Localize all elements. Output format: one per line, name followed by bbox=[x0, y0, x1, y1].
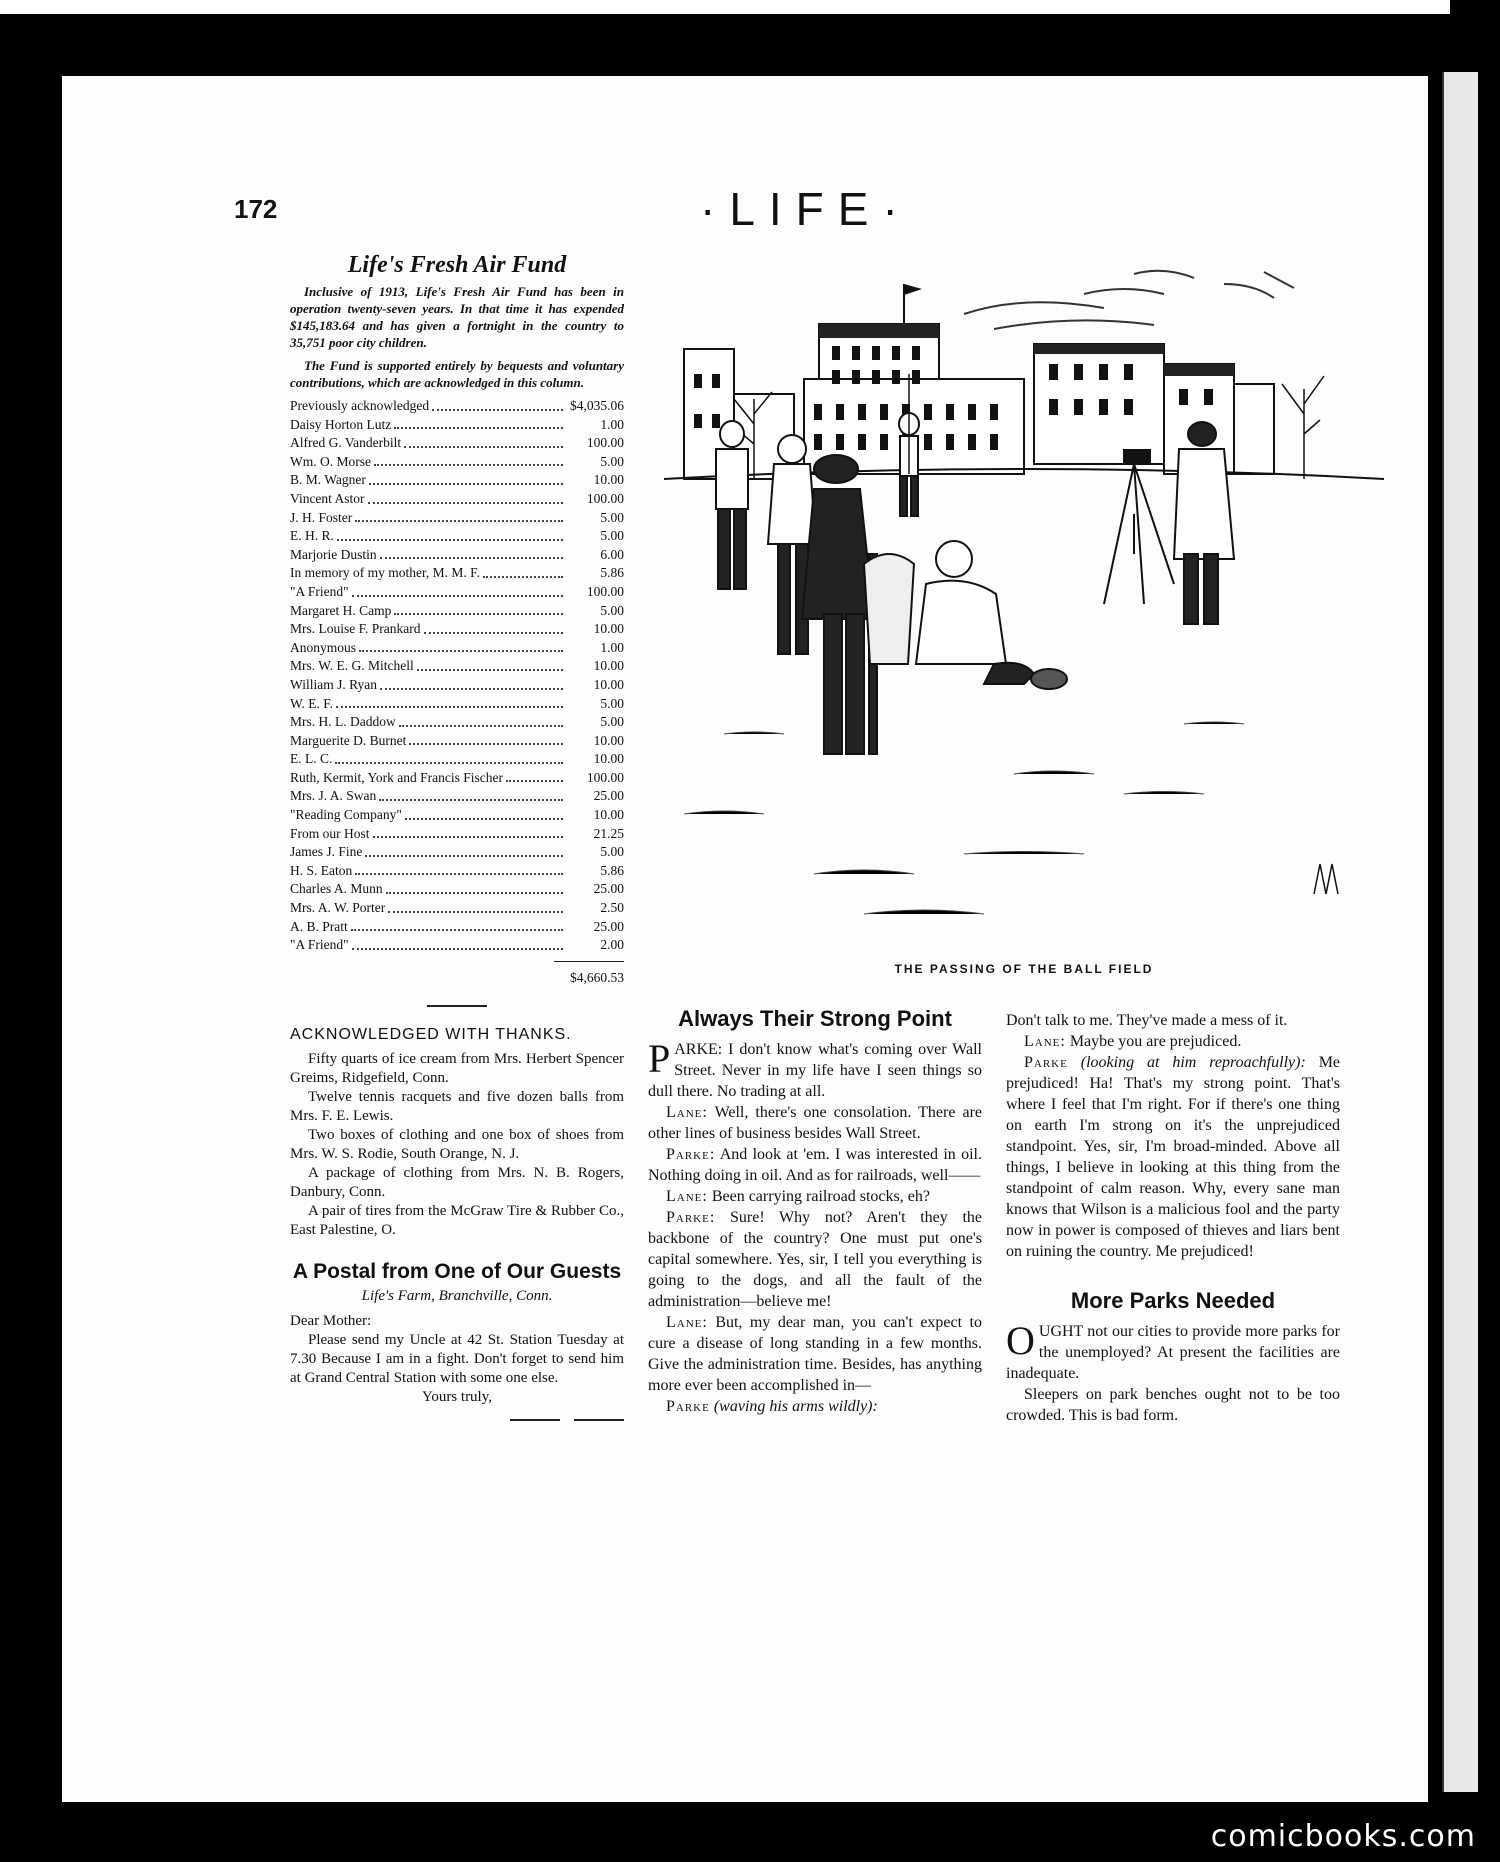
contributor-name: Marjorie Dustin bbox=[290, 546, 377, 562]
contribution-row bbox=[290, 397, 624, 416]
leader-dots bbox=[394, 613, 563, 615]
ack-heading: ACKNOWLEDGED WITH THANKS. bbox=[290, 1025, 572, 1043]
contribution-row bbox=[290, 676, 624, 695]
leader-dots bbox=[365, 855, 563, 857]
ack-item: A package of clothing from Mrs. N. B. Rogers, Danbury, Conn. bbox=[290, 1164, 624, 1200]
contribution-amount: 100.00 bbox=[586, 435, 624, 451]
contribution-amount: 5.00 bbox=[600, 714, 624, 730]
leader-dots bbox=[352, 948, 563, 950]
contributor-name: Mrs. J. A. Swan bbox=[290, 788, 377, 804]
leader-dots bbox=[369, 483, 563, 485]
leader-dots bbox=[373, 836, 563, 838]
contribution-row bbox=[290, 564, 624, 583]
contribution-amount: 10.00 bbox=[593, 751, 624, 767]
story-paragraph: Parke (waving his arms wildly): bbox=[666, 1398, 878, 1415]
contribution-amount: 5.00 bbox=[600, 602, 624, 618]
leader-dots bbox=[417, 669, 563, 671]
contributor-name: Mrs. H. L. Daddow bbox=[290, 714, 396, 730]
postal-title: A Postal from One of Our Guests bbox=[292, 1259, 622, 1283]
parks-title: More Parks Needed bbox=[1070, 1288, 1276, 1313]
contributor-name: "A Friend" bbox=[290, 937, 349, 953]
parks-paragraph: Sleepers on park benches ought not to be too crowded. This is bad form. bbox=[1006, 1386, 1340, 1424]
contribution-row bbox=[290, 899, 624, 918]
story-paragraph: Lane: Been carrying railroad stocks, eh? bbox=[666, 1188, 930, 1205]
contribution-row bbox=[290, 880, 624, 899]
contribution-amount: 6.00 bbox=[600, 546, 624, 562]
contribution-row bbox=[290, 750, 624, 769]
contributor-name: Vincent Astor bbox=[290, 490, 365, 506]
contributor-name: Margaret H. Camp bbox=[290, 602, 392, 618]
contributor-name: E. L. C. bbox=[290, 751, 333, 767]
fund-intro: Inclusive of 1913, Life's Fresh Air Fund has been in operation twenty-seven years. In that time it has expended $145,183.64 and has given a fortnight in the country to 35,751 poor city children. bbox=[290, 284, 624, 350]
drop-cap: O bbox=[1006, 1318, 1035, 1363]
contribution-amount: 2.50 bbox=[600, 900, 624, 916]
contribution-row bbox=[290, 471, 624, 490]
contribution-amount: 100.00 bbox=[586, 583, 624, 599]
left-column bbox=[290, 252, 624, 1421]
contribution-row bbox=[290, 787, 624, 806]
contribution-amount: 10.00 bbox=[593, 472, 624, 488]
contribution-row bbox=[290, 918, 624, 937]
contribution-row bbox=[290, 862, 624, 881]
ack-item: A pair of tires from the McGraw Tire & Rubber Co., East Palestine, O. bbox=[290, 1202, 624, 1238]
contribution-amount: 5.86 bbox=[600, 862, 624, 878]
contribution-row bbox=[290, 453, 624, 472]
postal-signoff: Yours truly, bbox=[421, 1388, 493, 1405]
story-title: Always Their Strong Point bbox=[678, 1006, 952, 1031]
contribution-amount: 25.00 bbox=[593, 788, 624, 804]
contributor-name: Wm. O. Morse bbox=[290, 453, 371, 469]
page-number: 172 bbox=[234, 194, 278, 224]
contributor-name: James J. Fine bbox=[290, 844, 363, 860]
section-divider bbox=[427, 1005, 487, 1007]
contributor-name: Mrs. W. E. G. Mitchell bbox=[290, 658, 414, 674]
ball-field-illustration bbox=[664, 254, 1384, 954]
contributor-name: Charles A. Munn bbox=[290, 881, 383, 897]
leader-dots bbox=[335, 762, 563, 764]
contributor-name: Anonymous bbox=[290, 639, 357, 655]
contribution-amount: 5.00 bbox=[600, 844, 624, 860]
contribution-amount: 10.00 bbox=[593, 676, 624, 692]
right-column bbox=[1006, 1010, 1340, 1426]
leader-dots bbox=[409, 743, 563, 745]
story-paragraph: Parke: And look at 'em. I was interested in oil. Nothing doing in oil. And as for railroads, well—— bbox=[648, 1146, 982, 1184]
contribution-amount: 5.86 bbox=[600, 565, 624, 581]
story-continuation: Don't talk to me. They've made a mess of it. bbox=[1006, 1012, 1288, 1029]
leader-dots bbox=[399, 725, 563, 727]
contributions-list bbox=[290, 397, 624, 955]
story-column bbox=[648, 1008, 982, 1417]
contributor-name: "A Friend" bbox=[290, 583, 349, 599]
story-paragraph: Lane: Maybe you are prejudiced. bbox=[1024, 1033, 1242, 1050]
leader-dots bbox=[355, 520, 563, 522]
contribution-amount: $4,035.06 bbox=[570, 398, 624, 413]
contribution-amount: 100.00 bbox=[586, 490, 624, 506]
watermark: comicbooks.com bbox=[1210, 1819, 1476, 1854]
scan-top-border bbox=[0, 0, 1500, 62]
postal-body: Please send my Uncle at 42 St. Station Tuesday at 7.30 Because I am in a fight. Don't forget to send him at Grand Central Station with some one else. bbox=[290, 1331, 624, 1386]
contribution-row bbox=[290, 620, 624, 639]
contribution-row bbox=[290, 936, 624, 955]
next-page-edge bbox=[1442, 72, 1478, 1792]
contribution-amount: 5.00 bbox=[600, 509, 624, 525]
contributor-name: J. H. Foster bbox=[290, 509, 353, 525]
previous-page-edge bbox=[0, 0, 1450, 14]
contribution-amount: 2.00 bbox=[600, 937, 624, 953]
postal-salutation: Dear Mother: bbox=[290, 1312, 372, 1329]
contributor-name: Marguerite D. Burnet bbox=[290, 732, 407, 748]
leader-dots bbox=[380, 688, 563, 690]
contributor-name: Ruth, Kermit, York and Francis Fischer bbox=[290, 769, 503, 785]
leader-dots bbox=[359, 650, 563, 652]
contribution-row bbox=[290, 490, 624, 509]
masthead: ·LIFE· bbox=[700, 183, 912, 235]
contribution-amount: 1.00 bbox=[600, 639, 624, 655]
leader-dots bbox=[337, 539, 563, 541]
contribution-amount: 10.00 bbox=[593, 807, 624, 823]
scan-right-border bbox=[1428, 62, 1500, 1802]
contributor-name: A. B. Pratt bbox=[290, 918, 348, 934]
contribution-row bbox=[290, 509, 624, 528]
ack-item: Twelve tennis racquets and five dozen balls from Mrs. F. E. Lewis. bbox=[290, 1088, 624, 1124]
contribution-row bbox=[290, 434, 624, 453]
leader-dots bbox=[351, 929, 563, 931]
postal-place: Life's Farm, Branchville, Conn. bbox=[361, 1287, 553, 1304]
contribution-row bbox=[290, 843, 624, 862]
contributor-name: From our Host bbox=[290, 825, 370, 841]
story-paragraph: Parke: Sure! Why not? Aren't they the backbone of the country? One must put one's capital somewhere. Yes, sir, I tell you everything is going to the dogs, and all the fault of the administration—believe me! bbox=[648, 1209, 983, 1310]
leader-dots bbox=[355, 873, 563, 875]
contribution-amount: 10.00 bbox=[593, 621, 624, 637]
leader-dots bbox=[379, 799, 563, 801]
drop-cap: P bbox=[648, 1036, 671, 1081]
contribution-row bbox=[290, 583, 624, 602]
contributor-name: Daisy Horton Lutz bbox=[290, 416, 392, 432]
contribution-amount: 100.00 bbox=[586, 769, 624, 785]
leader-dots bbox=[388, 911, 563, 913]
leader-dots bbox=[424, 632, 563, 634]
contributor-name: H. S. Eaton bbox=[290, 862, 353, 878]
contribution-amount: 5.00 bbox=[600, 695, 624, 711]
scan-bottom-border bbox=[0, 1802, 1500, 1862]
contribution-row bbox=[290, 695, 624, 714]
illustration-caption: THE PASSING OF THE BALL FIELD bbox=[894, 962, 1154, 976]
leader-dots bbox=[374, 464, 563, 466]
leader-dots bbox=[483, 576, 563, 578]
end-rule bbox=[290, 1419, 624, 1421]
contribution-row bbox=[290, 769, 624, 788]
contribution-amount: 10.00 bbox=[593, 658, 624, 674]
contribution-amount: 25.00 bbox=[593, 918, 624, 934]
contribution-row bbox=[290, 825, 624, 844]
story-paragraph: Lane: But, my dear man, you can't expect to cure a disease of long standing in a few months. Give the administration time. Besides, has anything more ever been accomplished in— bbox=[648, 1314, 983, 1394]
contribution-row bbox=[290, 639, 624, 658]
leader-dots bbox=[368, 502, 563, 504]
contribution-row bbox=[290, 602, 624, 621]
contribution-amount: 21.25 bbox=[593, 825, 624, 841]
contribution-amount: 25.00 bbox=[593, 881, 624, 897]
contributor-name: Mrs. A. W. Porter bbox=[290, 900, 386, 916]
contributor-name: B. M. Wagner bbox=[290, 472, 366, 488]
contributor-name: Previously acknowledged bbox=[290, 398, 430, 413]
contribution-row bbox=[290, 732, 624, 751]
contributor-name: "Reading Company" bbox=[290, 807, 402, 823]
fund-title: Life's Fresh Air Fund bbox=[347, 252, 567, 278]
contribution-row bbox=[290, 713, 624, 732]
fund-total: $4,660.53 bbox=[554, 961, 624, 987]
parks-paragraph: OUGHT not our cities to provide more parks for the unemployed? At present the facilities are inadequate. bbox=[1006, 1318, 1340, 1382]
contributor-name: Alfred G. Vanderbilt bbox=[290, 435, 402, 451]
contributor-name: William J. Ryan bbox=[290, 676, 378, 692]
contribution-row bbox=[290, 527, 624, 546]
contributor-name: E. H. R. bbox=[290, 528, 334, 544]
story-paragraph: PARKE: I don't know what's coming over Wall Street. Never in my life have I seen things so dull there. No trading at all. bbox=[648, 1036, 982, 1100]
leader-dots bbox=[380, 557, 563, 559]
contribution-amount: 10.00 bbox=[593, 732, 624, 748]
contributor-name: In memory of my mother, M. M. F. bbox=[290, 565, 480, 581]
ack-item: Two boxes of clothing and one box of shoes from Mrs. W. S. Rodie, South Orange, N. J. bbox=[290, 1126, 624, 1162]
fund-intro-2: The Fund is supported entirely by bequests and voluntary contributions, which are acknowledged in this column. bbox=[290, 358, 624, 390]
ack-item: Fifty quarts of ice cream from Mrs. Herbert Spencer Greims, Ridgefield, Conn. bbox=[290, 1050, 624, 1086]
leader-dots bbox=[404, 446, 563, 448]
contribution-amount: 5.00 bbox=[600, 453, 624, 469]
contribution-row bbox=[290, 416, 624, 435]
leader-dots bbox=[394, 427, 563, 429]
contributor-name: W. E. F. bbox=[290, 695, 334, 711]
leader-dots bbox=[352, 595, 563, 597]
contribution-row bbox=[290, 657, 624, 676]
story-paragraph: Parke (looking at him reproachfully): Me prejudiced! Ha! That's my strong point. That's where I feel that I'm right. For if there's one thing on earth I'm strong on it's the unprejudiced standpoint. Yes, sir, I'm broad-minded. Above all things, I believe in looking at this thing from the standpoint of calm reason. Why, every sane man knows that Wilson is a malicious fool and the party now in power is composed of thieves and liars bent on ruining the country. Me prejudiced! bbox=[1006, 1054, 1341, 1260]
contribution-row bbox=[290, 546, 624, 565]
leader-dots bbox=[506, 780, 563, 782]
story-paragraph: Lane: Well, there's one consolation. There are other lines of business besides Wall Street. bbox=[648, 1104, 982, 1142]
contribution-row bbox=[290, 806, 624, 825]
contribution-amount: 1.00 bbox=[600, 416, 624, 432]
leader-dots bbox=[336, 706, 563, 708]
contribution-amount: 5.00 bbox=[600, 528, 624, 544]
leader-dots bbox=[405, 818, 563, 820]
leader-dots bbox=[432, 409, 563, 411]
leader-dots bbox=[386, 892, 563, 894]
contributor-name: Mrs. Louise F. Prankard bbox=[290, 621, 421, 637]
